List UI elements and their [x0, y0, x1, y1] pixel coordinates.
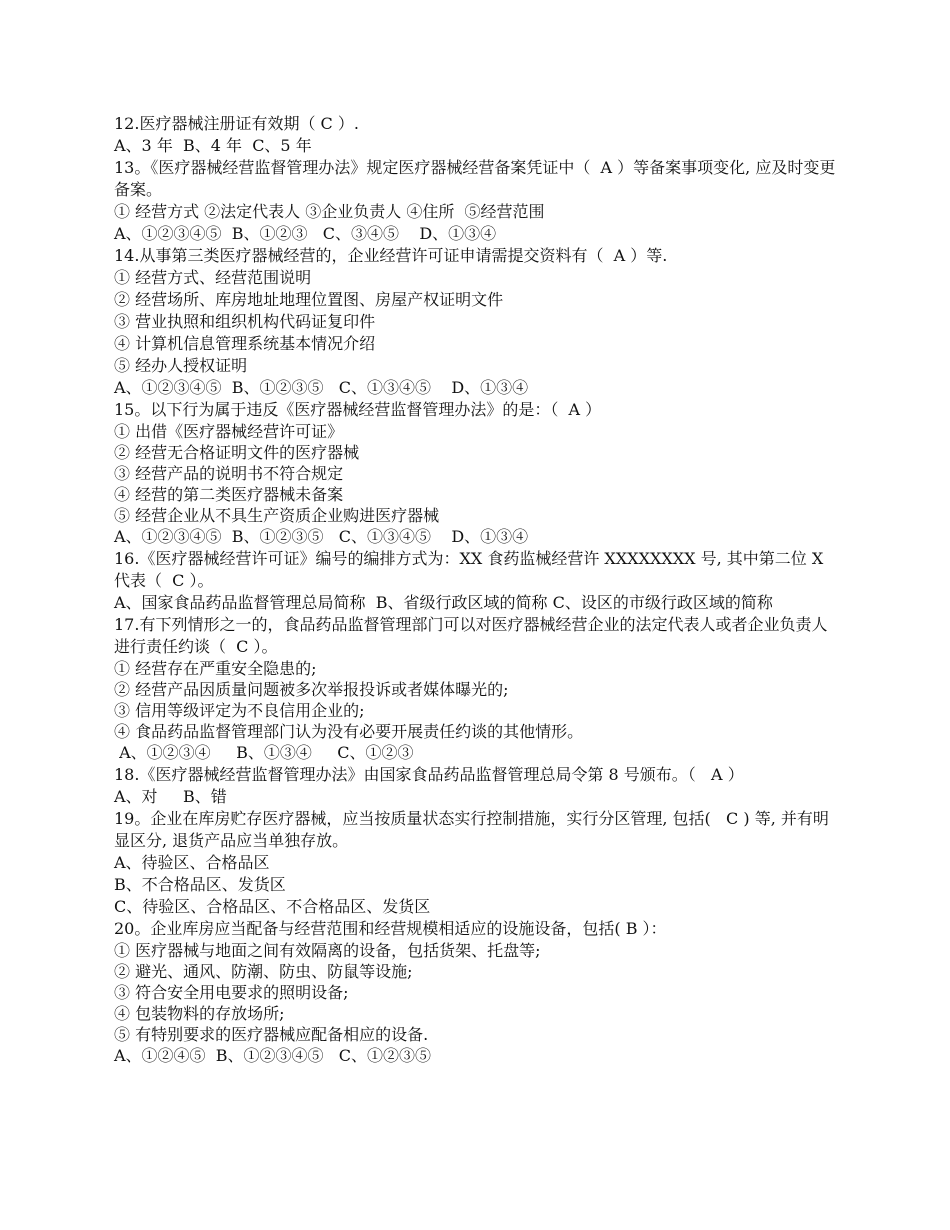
question-20-item-5: ⑤ 有特别要求的医疗器械应配备相应的设备.	[114, 1025, 429, 1044]
question-15-item-1: ① 出借《医疗器械经营许可证》	[114, 422, 344, 441]
question-17-item-3: ③ 信用等级评定为不良信用企业的;	[114, 701, 365, 720]
question-14-item-4: ④ 计算机信息管理系统基本情况介绍	[114, 334, 376, 353]
question-14-options: A、①②③④⑤ B、①②③⑤ C、①③④⑤ D、①③④	[114, 378, 529, 397]
question-19-option-b: B、不合格品区、发货区	[114, 875, 286, 894]
question-17-item-2: ② 经营产品因质量问题被多次举报投诉或者媒体曝光的;	[114, 680, 509, 699]
document-page	[114, 113, 842, 1067]
question-15-item-2: ② 经营无合格证明文件的医疗器械	[114, 443, 360, 462]
question-20-item-1: ① 医疗器械与地面之间有效隔离的设备，包括货架、托盘等;	[114, 941, 541, 960]
question-19-option-a: A、待验区、合格品区	[114, 853, 270, 872]
question-20: 20。企业库房应当配备与经营范围和经营规模相适应的设施设备，包括( B ）：	[114, 919, 667, 938]
question-20-options: A、①②④⑤ B、①②③④⑤ C、①②③⑤	[114, 1046, 431, 1065]
question-15-item-3: ③ 经营产品的说明书不符合规定	[114, 464, 344, 483]
question-18: 18.《医疗器械经营监督管理办法》由国家食品药品监督管理总局令第 8 号颁布。（ A ）	[114, 765, 744, 784]
question-20-item-3: ③ 符合安全用电要求的照明设备;	[114, 983, 349, 1002]
question-15: 15。以下行为属于违反《医疗器械经营监督管理办法》的是：（ A ）	[114, 400, 602, 419]
question-12: 12.医疗器械注册证有效期（ C ）.	[114, 114, 359, 133]
question-13: 13。《医疗器械经营监督管理办法》规定医疗器械经营备案凭证中（ A ）等备案事项变化, 应及时变更备案。	[114, 158, 836, 199]
question-17-item-1: ① 经营存在严重安全隐患的;	[114, 659, 317, 678]
question-16: 16.《医疗器械经营许可证》编号的编排方式为：XX 食药监械经营许 XXXXXXXX 号, 其中第二位 X 代表（ C ）。	[114, 549, 829, 590]
question-12-options: A、3 年 B、4 年 C、5 年	[114, 136, 312, 155]
question-15-options: A、①②③④⑤ B、①②③⑤ C、①③④⑤ D、①③④	[114, 527, 529, 546]
question-14: 14.从事第三类医疗器械经营的，企业经营许可证申请需提交资料有（ A ）等.	[114, 246, 668, 265]
question-20-item-2: ② 避光、通风、防潮、防虫、防鼠等设施;	[114, 962, 413, 981]
question-18-options: A、对 B、错	[114, 787, 227, 806]
question-17-item-4: ④ 食品药品监督管理部门认为没有必要开展责任约谈的其他情形。	[114, 722, 584, 741]
question-14-item-5: ⑤ 经办人授权证明	[114, 356, 248, 375]
question-19: 19。企业在库房贮存医疗器械，应当按质量状态实行控制措施，实行分区管理, 包括( C ) 等, 并有明显区分, 退货产品应当单独存放。	[114, 809, 829, 850]
question-17: 17.有下列情形之一的，食品药品监督管理部门可以对医疗器械经营企业的法定代表人或者企业负责人进行责任约谈（ C ）。	[114, 615, 828, 656]
question-17-options: A、①②③④ B、①③④ C、①②③	[114, 743, 414, 762]
question-13-items: ① 经营方式 ②法定代表人 ③企业负责人 ④住所 ⑤经营范围	[114, 202, 545, 221]
question-20-item-4: ④ 包装物料的存放场所;	[114, 1004, 285, 1023]
question-19-option-c: C、待验区、合格品区、不合格品区、发货区	[114, 897, 431, 916]
question-13-options: A、①②③④⑤ B、①②③ C、③④⑤ D、①③④	[114, 224, 497, 243]
question-15-item-4: ④ 经营的第二类医疗器械未备案	[114, 485, 344, 504]
question-16-options: A、国家食品药品监督管理总局简称 B、省级行政区域的简称 C、设区的市级行政区域的简称	[114, 593, 773, 612]
question-14-item-1: ① 经营方式、经营范围说明	[114, 268, 312, 287]
question-14-item-3: ③ 营业执照和组织机构代码证复印件	[114, 312, 376, 331]
question-15-item-5: ⑤ 经营企业从不具生产资质企业购进医疗器械	[114, 506, 440, 525]
question-14-item-2: ② 经营场所、库房地址地理位置图、房屋产权证明文件	[114, 290, 504, 309]
